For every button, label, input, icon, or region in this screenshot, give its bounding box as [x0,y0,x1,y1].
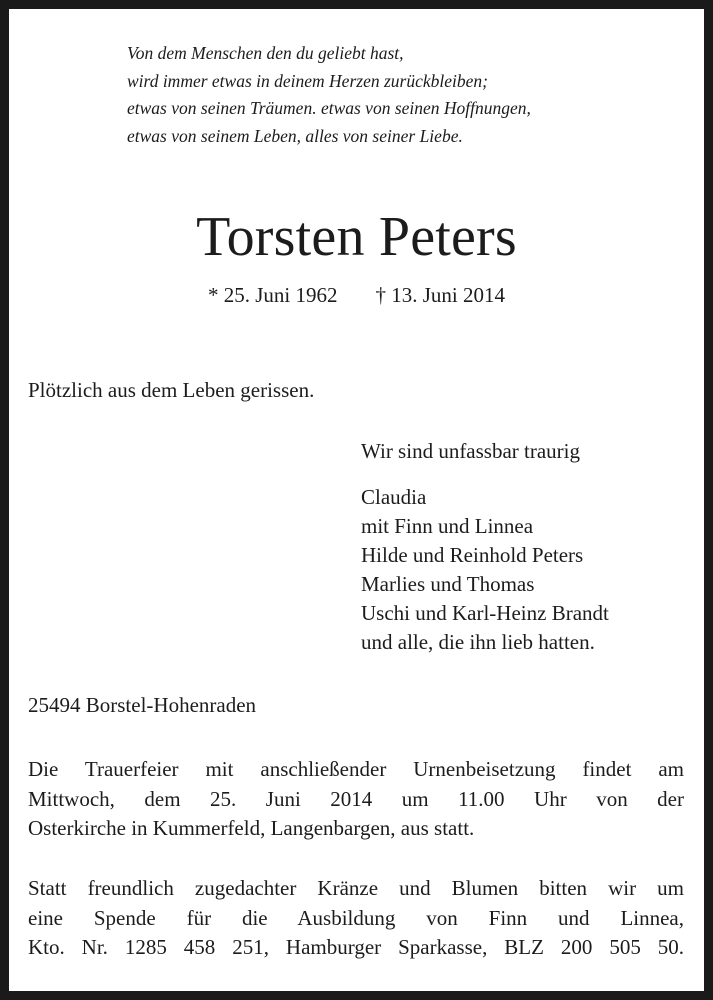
family-member: Marlies und Thomas [361,572,535,596]
ceremony-line: Mittwoch, dem 25. Juni 2014 um 11.00 Uhr von der [28,786,684,811]
birth-date: * 25. Juni 1962 [207,283,338,307]
poem-line: wird immer etwas in deinem Herzen zurückbleiben; [127,70,488,91]
tagline: Plötzlich aus dem Leben gerissen. [28,378,315,402]
family-list [361,483,609,657]
ceremony-line: Osterkirche in Kummerfeld, Langenbargen, aus statt. [28,816,475,840]
poem-line: etwas von seinem Leben, alles von seiner Liebe. [127,125,463,146]
family-member: Hilde und Reinhold Peters [361,543,584,567]
poem [127,40,687,150]
donation-line: Kto. Nr. 1285 458 251, Hamburger Sparkasse, BLZ 200 505 50. [28,935,684,959]
life-dates [0,281,713,309]
family-member: Claudia [361,485,427,509]
family-member: Uschi und Karl-Heinz Brandt [361,601,609,625]
donation-line: Statt freundlich zugedachter Kränze und Blumen bitten wir um [28,876,684,900]
family-member: und alle, die ihn lieb hatten. [361,630,595,654]
family-member: mit Finn und Linnea [361,514,534,538]
address: 25494 Borstel-Hohenraden [28,693,257,717]
donation-notice [28,874,684,963]
death-date: † 13. Juni 2014 [375,283,506,307]
ceremony-notice [28,755,684,844]
ceremony-line: Die Trauerfeier mit anschließender Urnenbeisetzung findet am [28,757,684,781]
poem-line: Von dem Menschen den du geliebt hast, [127,43,404,63]
mourning-statement: Wir sind unfassbar traurig [361,439,581,463]
poem-line: etwas von seinen Träumen. etwas von seinen Hoffnungen, [127,98,531,118]
donation-line: eine Spende für die Ausbildung von Finn und Linnea, [28,905,684,930]
deceased-name: Torsten Peters [196,206,517,268]
